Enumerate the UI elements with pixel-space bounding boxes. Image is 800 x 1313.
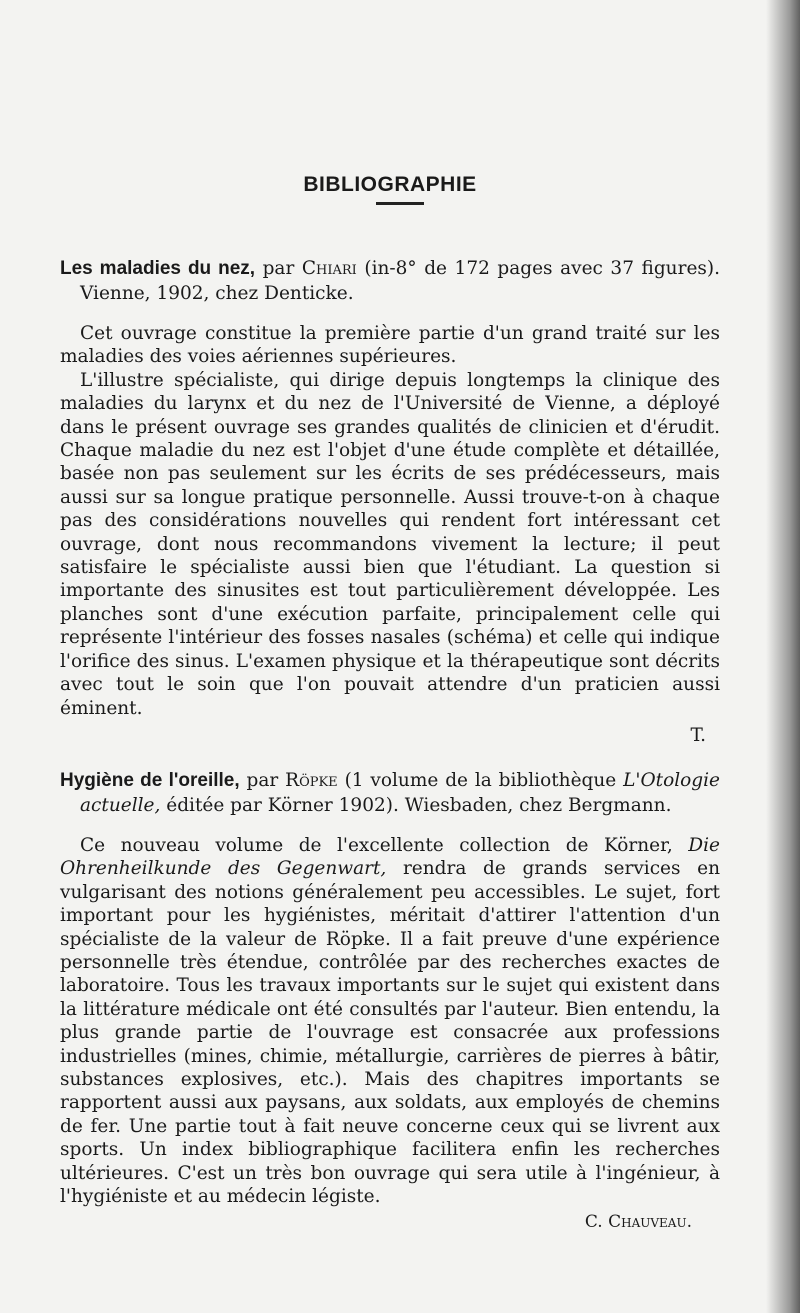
review-2-p1-italic: Die Ohrenheilkunde des Gegenwart,: [60, 834, 720, 880]
review-2-details-pre: (1 volume de la bibliothèque: [344, 769, 617, 791]
review-1-body: [60, 322, 720, 720]
review-1-paragraph-2: L'illustre spécialiste, qui dirige depuis longtemps la clinique des maladies du larynx et du nez de l'Université de Vienne, a déployé dans le présent ouvrage ses grandes qualités de clinicien et d'érudit. Chaque maladie du nez est l'objet d'une étude complète et détaillée, basée non pas seulement sur les écrits de ses prédécesseurs, mais aussi sur sa longue pratique personnelle. Aussi trouve-t-on à chaque pas des considérations nouvelles qui rendent fort intéressant cet ouvrage, dont nous recommandons vivement la lecture; il peut satisfaire le spécialiste aussi bien que l'étudiant. La question si importante des sinusites est tout particulièrement développée. Les planches sont d'une exécution parfaite, principalement celle qui représente l'intérieur des fosses nasales (schéma) et celle qui indique l'orifice des sinus. L'examen physique et la thérapeutique sont décrits avec tout le soin que l'on pouvait attendre d'un praticien aussi éminent.: [60, 369, 720, 719]
review-2: [60, 768, 720, 1235]
review-2-signature-initial: C.: [584, 1212, 603, 1233]
review-1-details: (in-8° de 172 pages avec 37 figures). Vienne, 1902, chez Denticke.: [80, 258, 720, 304]
document-page: [60, 170, 720, 1234]
review-2-details-post: éditée par Körner 1902). Wiesbaden, chez Bergmann.: [166, 794, 672, 816]
page-title: BIBLIOGRAPHIE: [303, 173, 477, 196]
review-2-body: [60, 834, 720, 1209]
review-2-by: par: [246, 769, 279, 791]
section-gap: [60, 748, 720, 768]
review-2-p1-pre: Ce nouveau volume de l'excellente collection de Körner,: [80, 834, 673, 856]
review-2-series-title: L'Otologie actuelle,: [80, 769, 720, 816]
review-2-paragraph-1: [60, 834, 720, 1209]
review-1: [60, 256, 720, 748]
review-2-p1-post: rendra de grands services en vulgarisant des notions généralement peu accessibles. Le sujet, fort important pour les hygiénistes, méritait d'attirer l'attention d'un spécialiste de la valeur de Röpke. Il a fait preuve d'une expérience personnelle très étendue, contrôlée par des recherches exactes de laboratoire. Tous les travaux importants sur le sujet qui existent dans la littérature médicale ont été consultés par l'auteur. Bien entendu, la plus grande partie de l'ouvrage est consacrée aux professions industrielles (mines, chimie, métallurgie, carrières de pierres à bâtir, substances explosives, etc.). Mais des chapitres importants se rapportent aussi aux paysans, aux soldats, aux employés de chemins de fer. Une partie tout à fait neuve concerne ceux qui se livrent aux sports. Un index bibliographique facilitera enfin les recherches ultérieures. C'est un très bon ouvrage qui sera utile à l'ingénieur, à l'hygiéniste et au médecin légiste.: [60, 858, 720, 1207]
title-rule: [376, 202, 424, 205]
review-2-author: Röpke: [285, 769, 338, 791]
review-2-signature-name: Chauveau.: [608, 1212, 692, 1233]
review-1-author: Chiari: [301, 258, 357, 279]
review-1-signature: T.: [690, 724, 706, 746]
review-1-citation: [60, 256, 720, 306]
review-2-citation: [60, 768, 720, 818]
review-1-title: Les maladies du nez,: [60, 258, 256, 279]
review-2-title: Hygiène de l'oreille,: [60, 769, 240, 791]
review-1-by: par: [262, 258, 295, 279]
page-edge-shadow: [766, 0, 800, 1313]
review-2-signature: [60, 1210, 692, 1234]
review-1-paragraph-1: Cet ouvrage constitue la première partie d'un grand traité sur les maladies des voies aériennes supérieures.: [60, 323, 720, 368]
